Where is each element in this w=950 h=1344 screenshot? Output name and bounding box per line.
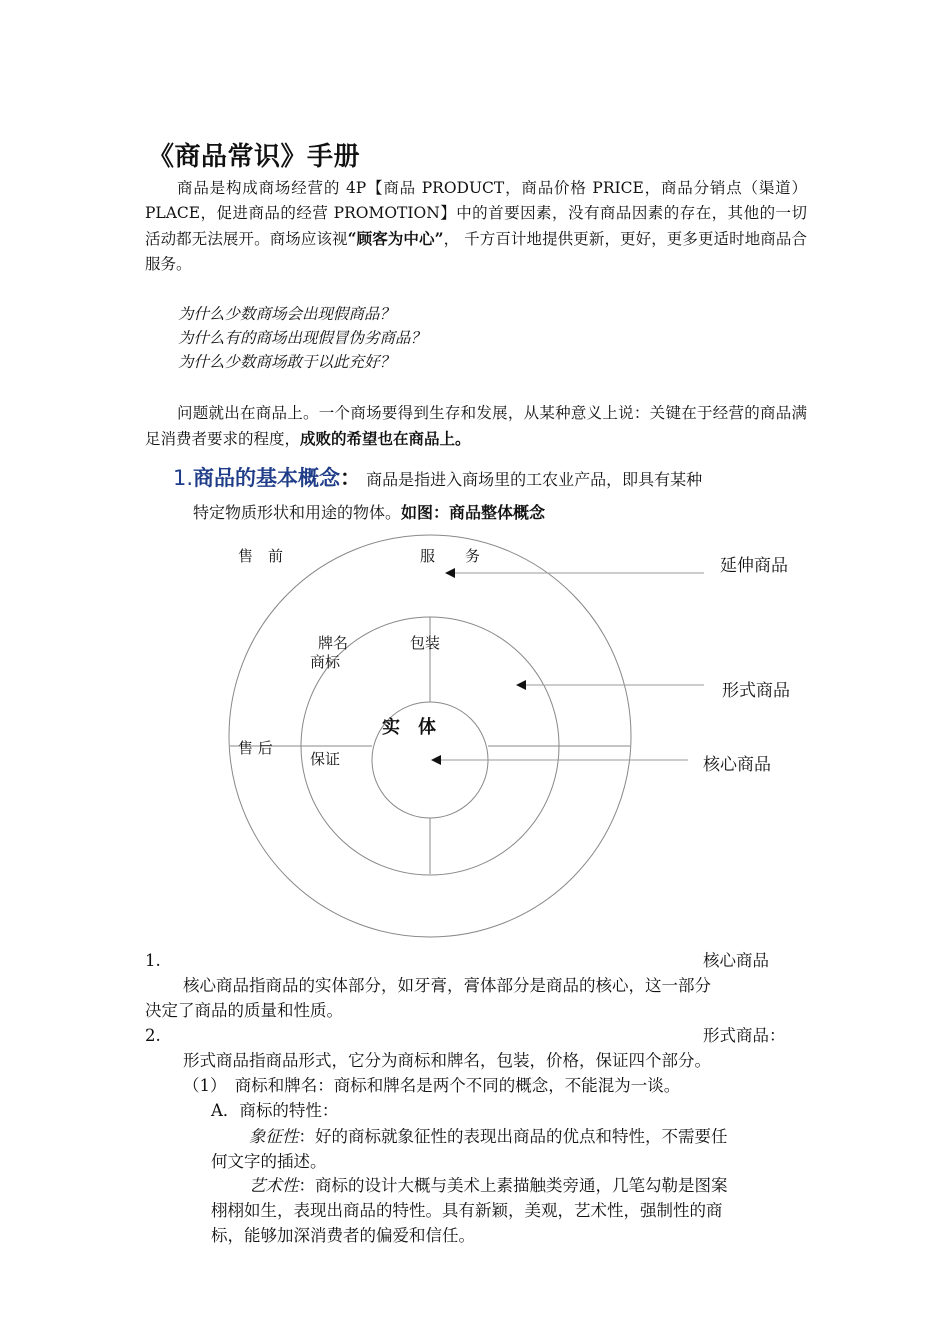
diagram-label-presale: 售 前 bbox=[238, 547, 284, 565]
item-1-number: 1. bbox=[145, 951, 161, 970]
symbolism-term: 象征性 bbox=[249, 1127, 299, 1146]
diagram-label-service: 服 务 bbox=[420, 547, 481, 565]
page-title: 《商品常识》手册 bbox=[148, 142, 361, 172]
item-1-text-line1: 核心商品指商品的实体部分，如牙膏，膏体部分是商品的核心，这一部分 bbox=[183, 976, 711, 995]
label-extended-product: 延伸商品 bbox=[720, 556, 788, 576]
subitem-a: A．商标的特性： bbox=[211, 1101, 339, 1120]
label-core-product: 核心商品 bbox=[703, 755, 771, 775]
subitem-1: （1） 商标和牌名：商标和牌名是两个不同的概念，不能混为一谈。 bbox=[183, 1076, 681, 1095]
section-1-line2-bold: 如图：商品整体概念 bbox=[401, 503, 546, 522]
problem-text: 问题就出在商品上。一个商场要得到生存和发展，从某种意义上说：关键在于经营的商品满足消费者要求的程度， bbox=[145, 404, 807, 448]
item-2-heading: 形式商品： bbox=[703, 1026, 786, 1045]
item-1-text-line2: 决定了商品的质量和性质。 bbox=[145, 1001, 343, 1020]
arrow-extended-head bbox=[445, 568, 455, 578]
section-1-title: 商品的基本概念 bbox=[193, 466, 341, 490]
diagram-label-brand: 牌名 bbox=[318, 634, 349, 652]
arrow-form-head bbox=[516, 680, 526, 690]
question-2: 为什么有的商场出现假冒伪劣商品？ bbox=[178, 329, 427, 347]
artistry-line3: 标，能够加深消费者的偏爱和信任。 bbox=[211, 1226, 475, 1245]
artistry-line1 bbox=[249, 1173, 728, 1199]
intro-suffix: ， 千方百计地提供更新，更好，更多更适时地商品合服务。 bbox=[145, 230, 807, 273]
diagram-label-package: 包装 bbox=[410, 634, 441, 652]
symbolism-text1: ：好的商标就象征性的表现出商品的优点和特性，不需要任 bbox=[298, 1127, 728, 1146]
diagram-label-trademark: 商标 bbox=[310, 653, 341, 671]
question-1: 为什么少数商场会出现假商品？ bbox=[178, 305, 396, 323]
symbolism-line1 bbox=[249, 1124, 728, 1150]
diagram-label-core: 实 体 bbox=[382, 717, 436, 738]
label-form-product: 形式商品 bbox=[722, 681, 790, 701]
diagram-label-aftersales: 售 后 bbox=[238, 739, 273, 757]
intro-prefix: 商品是构成商场经营的 4P【商品 PRODUCT，商品价格 PRICE，商品分销点（渠道）PLACE，促进商品的经营 PROMOTION】中的首要因素，没有商品因素的存在，其他的一切活动都无法展开。商场应该视 bbox=[145, 179, 807, 248]
intro-emphasis: 顾客为中心 bbox=[356, 229, 435, 248]
section-1-colon: ： bbox=[340, 465, 362, 490]
intro-quote-close: ” bbox=[434, 229, 444, 248]
artistry-line2: 栩栩如生，表现出商品的特性。具有新颖，美观，艺术性，强制性的商 bbox=[211, 1201, 723, 1220]
item-2-text: 形式商品指商品形式，它分为商标和牌名，包装，价格，保证四个部分。 bbox=[183, 1051, 711, 1070]
section-1-line2-text: 特定物质形状和用途的物体。 bbox=[193, 503, 402, 522]
section-1-number: 1. bbox=[173, 466, 194, 490]
symbolism-line2: 何文字的插述。 bbox=[211, 1152, 327, 1171]
item-2-number: 2. bbox=[145, 1026, 161, 1045]
section-1-text: 商品是指进入商场里的工农业产品，即具有某种 bbox=[361, 470, 703, 489]
problem-bold: 成败的希望也在商品上。 bbox=[300, 429, 471, 448]
diagram-label-warranty: 保证 bbox=[310, 750, 341, 768]
artistry-text1: ：商标的设计大概与美术上素描触类旁通，几笔勾勒是图案 bbox=[298, 1176, 728, 1195]
question-3: 为什么少数商场敢于以此充好？ bbox=[178, 353, 396, 371]
arrow-core-head bbox=[431, 755, 441, 765]
intro-quote-open: “ bbox=[347, 229, 357, 248]
item-1-heading: 核心商品 bbox=[703, 951, 769, 970]
artistry-term: 艺术性 bbox=[249, 1176, 299, 1195]
